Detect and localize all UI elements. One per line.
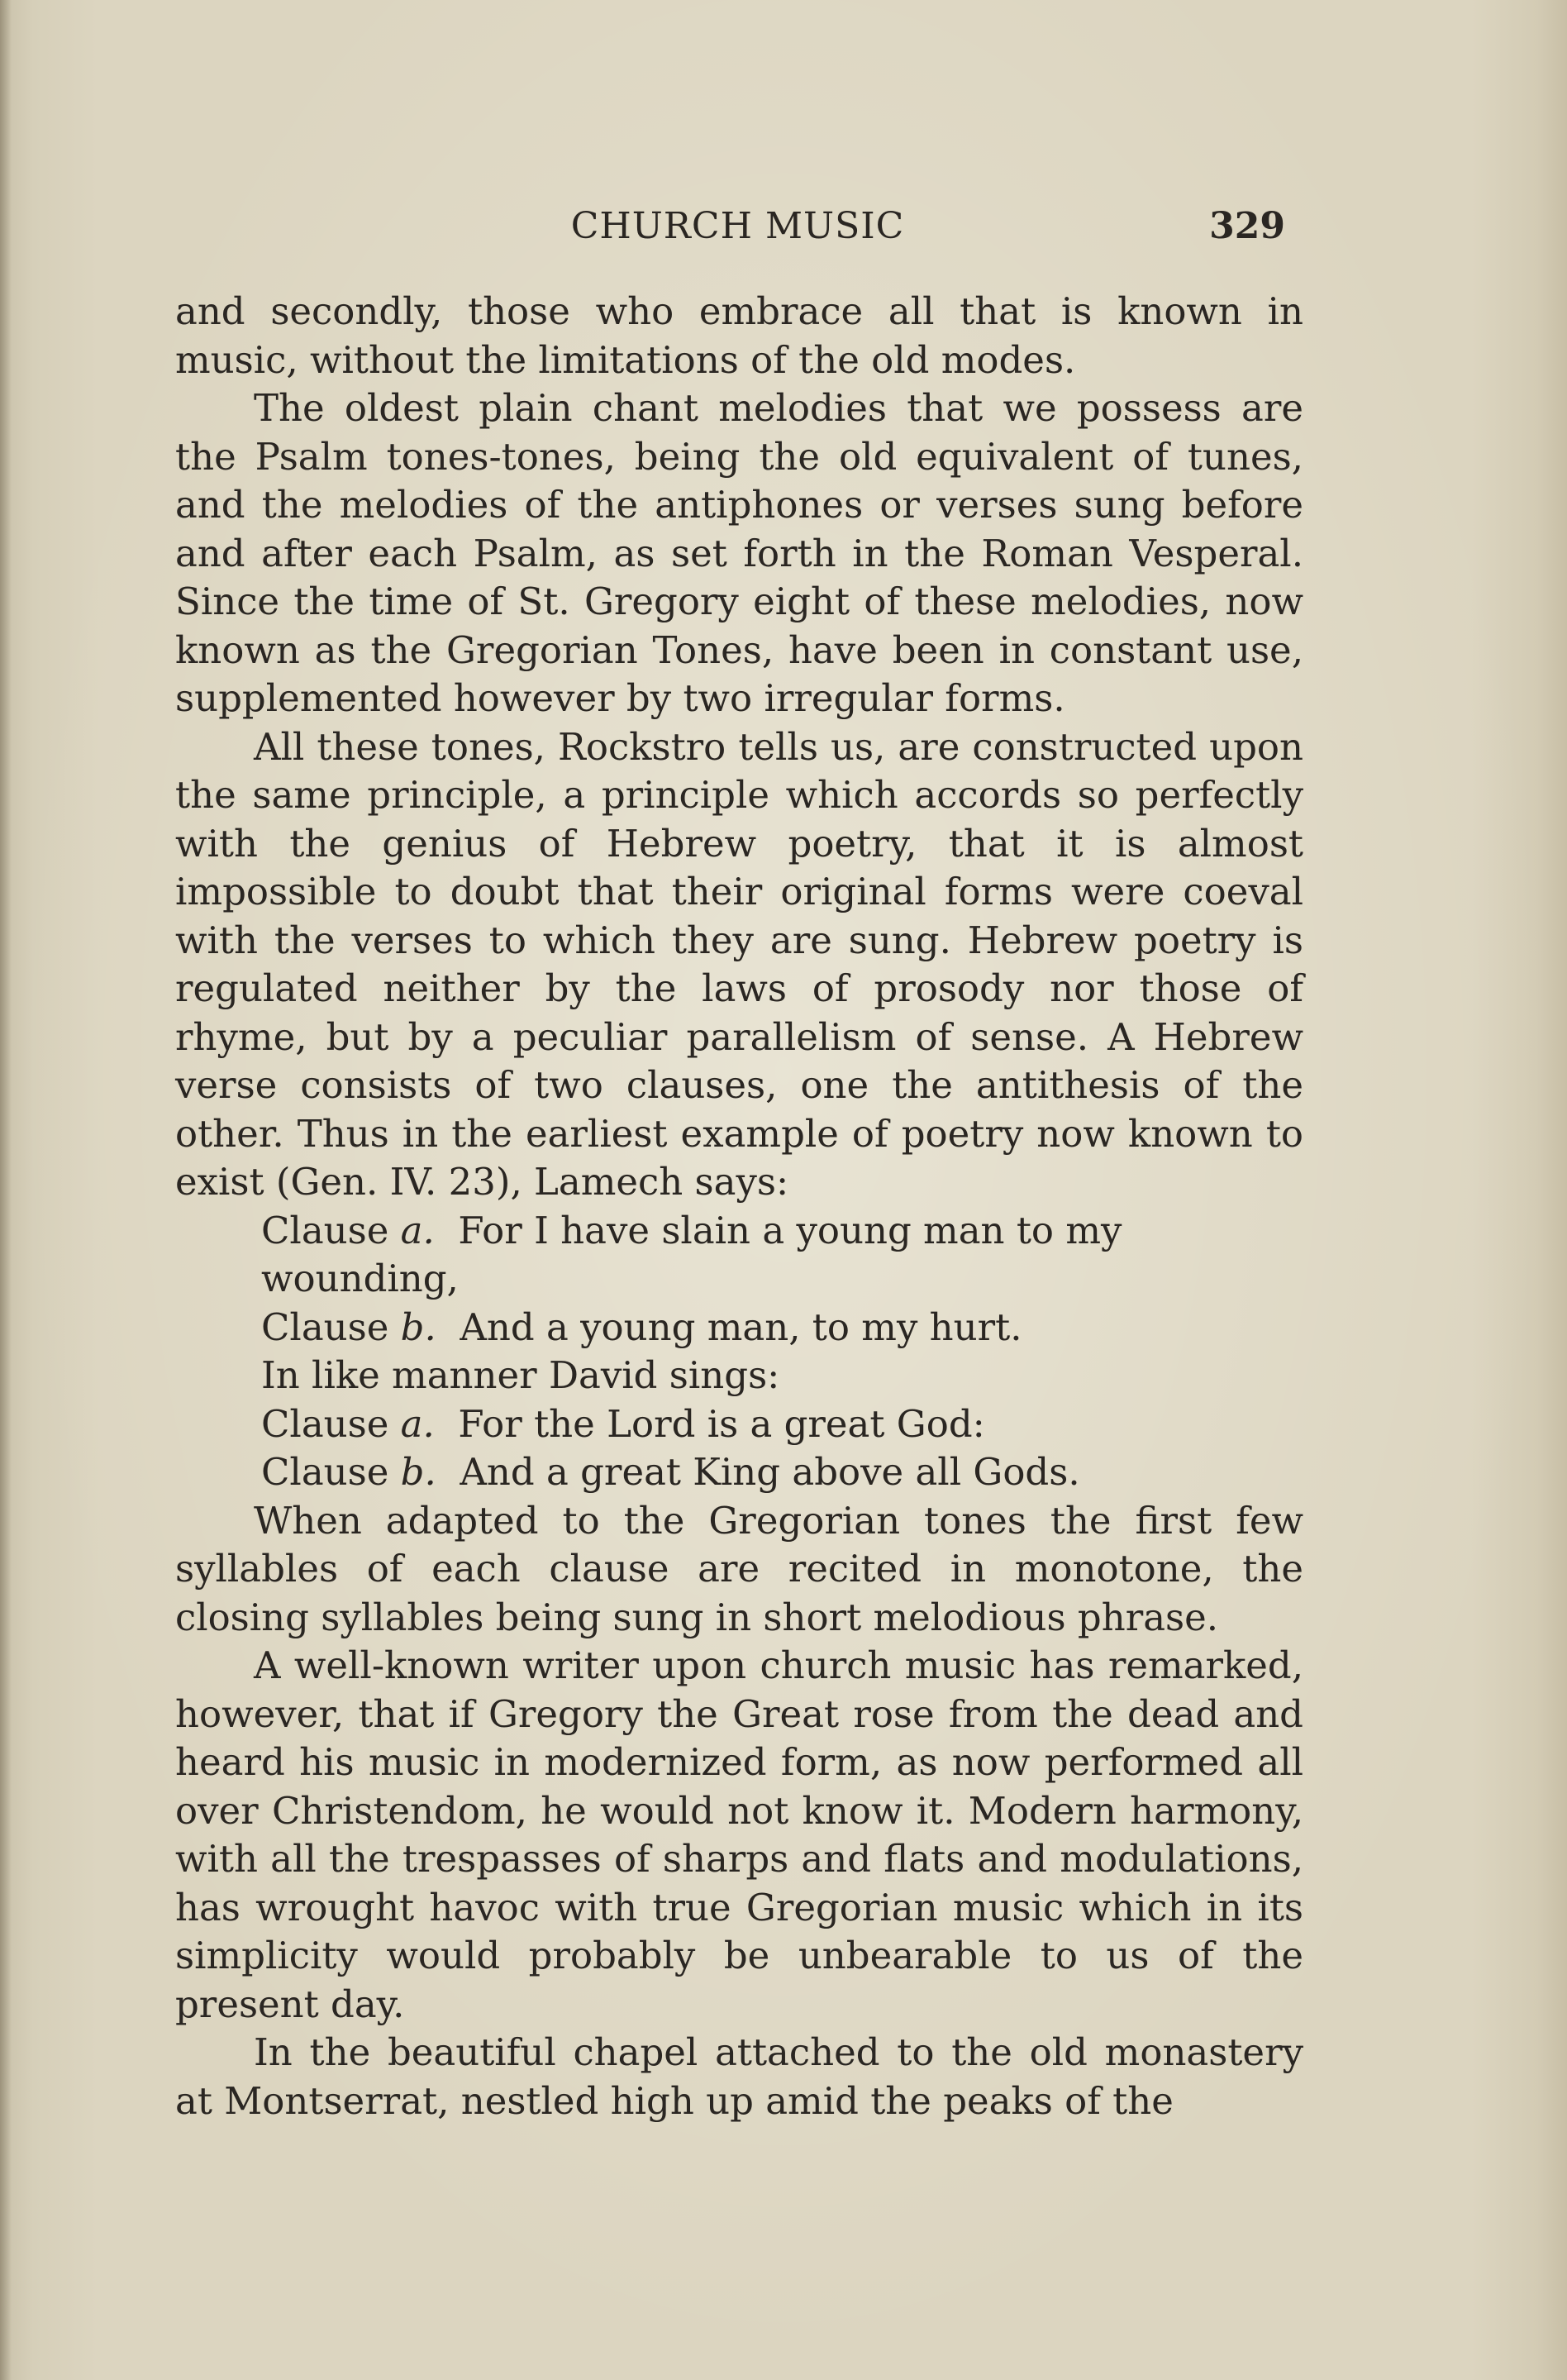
verse-intro: In like manner David sings: <box>261 1353 780 1397</box>
verse-text: And a young man, to my hurt. <box>460 1304 1022 1349</box>
verse-line <box>175 1304 1303 1352</box>
verse-line <box>175 1207 1303 1304</box>
body-text <box>175 288 1303 2125</box>
clause-letter: b. <box>400 1304 436 1349</box>
clause-label: Clause <box>261 1401 389 1446</box>
clause-label: Clause <box>261 1450 389 1494</box>
paragraph: In the beautiful chapel attached to the old monastery at Montserrat, nestled high up amid the peaks of the <box>175 2030 1303 2123</box>
page-header <box>174 205 1302 255</box>
paragraph: All these tones, Rockstro tells us, are constructed upon the same principle, a principle which accords so perfectly with the genius of Hebrew poetry, that it is almost impossible to doubt that their original forms were coeval with the verses to which they are sung. Hebrew poetry is regulated neither by the laws of prosody nor those of rhyme, but by a peculiar parallelism of sense. A Hebrew verse consists of two clauses, one the antithesis of the other. Thus in the earliest example of poetry now known to exist (Gen. IV. 23), Lamech says: <box>175 724 1303 1204</box>
clause-letter: a. <box>400 1208 435 1252</box>
verse-text: And a great King above all Gods. <box>460 1450 1080 1494</box>
clause-label: Clause <box>261 1208 389 1252</box>
clause-letter: a. <box>400 1401 435 1446</box>
verse-text: For the Lord is a great God: <box>458 1401 985 1446</box>
clause-letter: b. <box>400 1450 436 1494</box>
verse-text: For I have slain a young man to my wounding, <box>261 1208 1122 1300</box>
paragraph: When adapted to the Gregorian tones the first few syllables of each clause are recited in monotone, the closing syllables being sung in short melodious phrase. <box>175 1498 1303 1639</box>
verse-line <box>175 1448 1303 1497</box>
clause-label: Clause <box>261 1304 389 1349</box>
page-number: 329 <box>1209 205 1285 247</box>
paragraph: A well-known writer upon church music has remarked, however, that if Gregory the Great rose from the dead and heard his music in modernized form, as now performed all over Christendom, he would not know it. Modern harmony, with all the trespasses of sharps and flats and modulations, has wrought havoc with true Gregorian music which in its simplicity would probably be unbearable to us of the present day. <box>175 1643 1303 2026</box>
paragraph: The oldest plain chant melodies that we possess are the Psalm tones-tones, being the old equivalent of tunes, and the melodies of the antiphones or verses sung before and after each Psalm, as set forth in the Roman Vesperal. Since the time of St. Gregory eight of these melodies, now known as the Gregorian Tones, have been in constant use, supplemented however by two irregular forms. <box>175 386 1303 720</box>
paragraph-continuation: and secondly, those who embrace all that is known in music, without the limitations of the old modes. <box>175 289 1303 382</box>
running-head: CHURCH MUSIC <box>570 205 905 247</box>
verse-line <box>175 1400 1303 1449</box>
